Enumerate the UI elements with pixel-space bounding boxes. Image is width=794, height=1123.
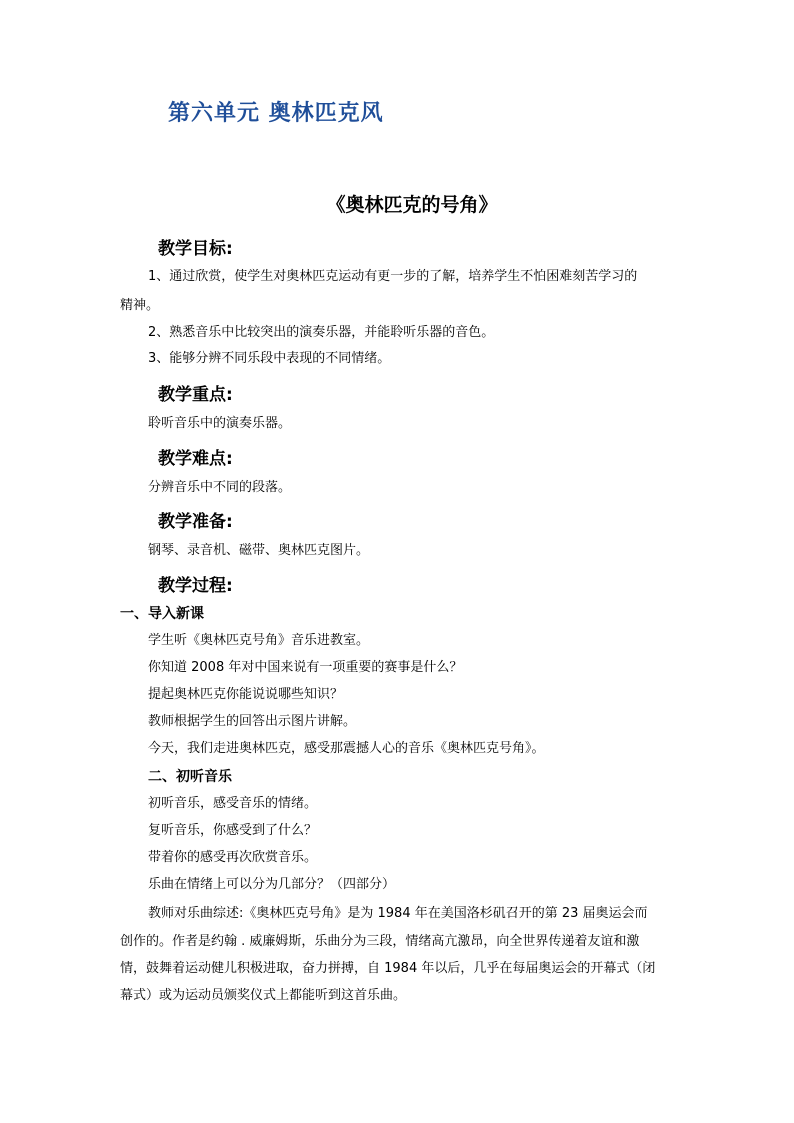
unit-title: 第六单元 奥林匹克风 [168,101,384,126]
preparation-text: 钢琴、录音机、磁带、奥林匹克图片。 [148,543,370,558]
objective-item-1-cont: 精神。 [120,298,160,313]
section-1-line: 今天，我们走进奥林匹克，感受那震撼人心的音乐《奥林匹克号角》。 [148,741,545,756]
objective-item-2: 2、熟悉音乐中比较突出的演奏乐器，并能聆听乐器的音色。 [148,325,495,340]
preparation-heading: 教学准备: [158,512,233,532]
difficulties-text: 分辨音乐中不同的段落。 [148,480,292,495]
objective-item-1: 1、通过欣赏，使学生对奥林匹克运动有更一步的了解，培养学生不怕困难刻苦学习的 [148,269,638,284]
process-heading: 教学过程: [158,576,233,596]
section-1-line: 教师根据学生的回答出示图片讲解。 [148,714,357,729]
section-2-line: 复听音乐，你感受到了什么？ [148,823,318,838]
music-summary-line-4: 幕式）或为运动员颁奖仪式上都能听到这首乐曲。 [120,988,407,1003]
key-points-heading: 教学重点: [158,385,233,405]
section-1-line: 学生听《奥林匹克号角》音乐进教室。 [148,633,370,648]
key-points-text: 聆听音乐中的演奏乐器。 [148,416,292,431]
objectives-heading: 教学目标: [158,239,233,259]
difficulties-heading: 教学难点: [158,449,233,469]
section-2-title: 二、初听音乐 [148,769,232,785]
music-summary-line-2: 创作的。作者是约翰 . 威廉姆斯，乐曲分为三段，情绪高亢激昂，向全世界传递着友谊和激 [120,934,640,949]
music-summary-line-3: 情，鼓舞着运动健儿积极进取，奋力拼搏，自 1984 年以后，几乎在每届奥运会的开幕式（闭 [120,961,656,976]
section-2-line: 初听音乐，感受音乐的情绪。 [148,796,318,811]
section-2-line: 乐曲在情绪上可以分为几部分？（四部分） [148,877,396,892]
section-1-title: 一、导入新课 [120,606,204,622]
section-2-line: 带着你的感受再次欣赏音乐。 [148,850,318,865]
section-1-line: 你知道 2008 年对中国来说有一项重要的赛事是什么？ [148,660,463,675]
music-summary-line-1: 教师对乐曲综述:《奥林匹克号角》是为 1984 年在美国洛杉矶召开的第 23 届奥运会而 [148,906,648,921]
objective-item-3: 3、能够分辨不同乐段中表现的不同情绪。 [148,351,391,366]
section-1-line: 提起奥林匹克你能说说哪些知识？ [148,687,344,702]
lesson-title: 《奥林匹克的号角》 [326,194,498,216]
